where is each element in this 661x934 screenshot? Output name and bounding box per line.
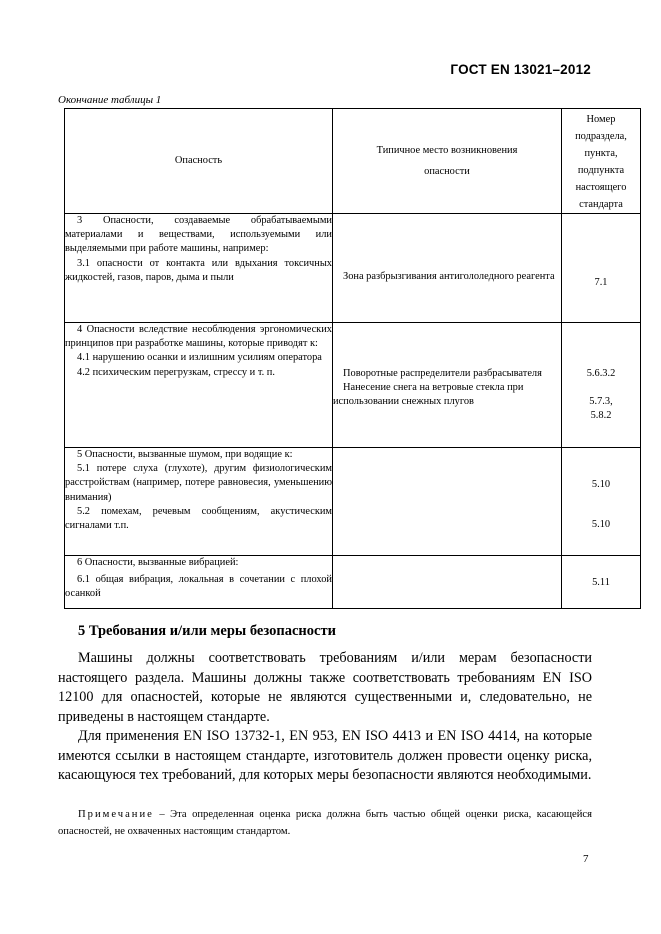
table-header-row	[65, 109, 641, 214]
ref-item: 5.10	[591, 479, 611, 490]
header-place-text: Типичное место возникновения опасности	[376, 145, 518, 177]
place-cell	[333, 323, 562, 448]
place-item: Зона разбрызгивания антигололедного реагента	[343, 271, 555, 282]
hazard-cell	[65, 448, 333, 556]
hazard-item: 5.2 помехам, речевым сообщениям, акустическим сигналами т.п.	[65, 505, 332, 532]
ref-item: 5.11	[592, 577, 610, 588]
note-label: Примечание	[78, 809, 154, 820]
header-hazard: Опасность	[65, 109, 333, 214]
ref-cell	[562, 214, 641, 323]
place-cell	[333, 556, 562, 609]
hazards-table	[64, 108, 641, 609]
page-number: 7	[583, 853, 589, 865]
ref-item: 5.6.3.2	[586, 368, 616, 379]
table-row	[65, 556, 641, 609]
hazard-item: 4.1 нарушению осанки и излишним усилиям оператора	[77, 352, 322, 364]
group-title: 5 Опасности, вызванные шумом, при водящие к:	[77, 449, 293, 460]
table-row	[65, 448, 641, 556]
ref-item: 7.1	[594, 277, 608, 288]
hazard-cell	[65, 323, 333, 448]
ref-cell	[562, 448, 641, 556]
place-cell	[333, 448, 562, 556]
group-title: 3 Опасности, создаваемые обрабатываемыми материалами и веществами, используемыми или выделяемыми при работе машины, например:	[65, 215, 332, 255]
section-paragraph	[58, 649, 592, 727]
group-title: 4 Опасности вследствие несоблюдения эргономических принципов при разработке машины, которые приводят к:	[65, 324, 332, 350]
standard-designation: ГОСТ EN 13021–2012	[450, 62, 591, 77]
section-title: 5 Требования и/или меры безопасности	[78, 623, 336, 639]
header-number-text: Номер подраздела, пункта, подпункта настоящего стандарта	[575, 114, 627, 210]
hazard-cell	[65, 214, 333, 323]
table-row	[65, 323, 641, 448]
paragraph-1: Машины должны соответствовать требованиям и/или мерам безопасности настоящего раздела. Машины должны также соответствовать требованиям EN ISO 12100 для опасностей, которые не являются существенными и, следовательно, не приведены в настоящем стандарте.	[58, 650, 592, 725]
header-place	[333, 109, 562, 214]
hazard-item: 3.1 опасности от контакта или вдыхания токсичных жидкостей, газов, паров, дыма и пыли	[65, 257, 332, 283]
group-title: 6 Опасности, вызванные вибрацией:	[77, 557, 239, 568]
hazard-cell	[65, 556, 333, 609]
note-text: – Эта определенная оценка риска должна быть частью общей оценки риска, касающейся опасностей, не охваченных настоящим стандартом.	[58, 809, 592, 837]
ref-item: 5.7.3, 5.8.2	[589, 396, 613, 422]
place-item: Нанесение снега на ветровые стекла при использовании снежных плугов	[333, 382, 524, 408]
hazard-item: 5.1 потере слуха (глухоте), другим физиологическим расстройствам (например, потере равновесия, уменьшению внимания)	[65, 463, 332, 503]
place-item: Поворотные распределители разбрасывателя	[343, 368, 542, 379]
place-cell	[333, 214, 562, 323]
section-paragraph	[58, 727, 592, 786]
table-row	[65, 214, 641, 323]
ref-cell	[562, 556, 641, 609]
header-number	[562, 109, 641, 214]
ref-cell	[562, 323, 641, 448]
table-caption: Окончание таблицы 1	[58, 94, 162, 106]
hazard-item: 6.1 общая вибрация, локальная в сочетании с плохой осанкой	[65, 574, 332, 600]
paragraph-2: Для применения EN ISO 13732-1, EN 953, EN ISO 4413 и EN ISO 4414, на которые имеются ссылки в настоящем стандарте, изготовитель должен провести оценку риска, касающуюся тех требований, для которых меры безопасности являются необходимыми.	[58, 728, 592, 783]
hazard-item: 4.2 психическим перегрузкам, стрессу и т. п.	[77, 366, 275, 378]
note	[58, 806, 592, 840]
ref-item: 5.10	[591, 519, 611, 531]
